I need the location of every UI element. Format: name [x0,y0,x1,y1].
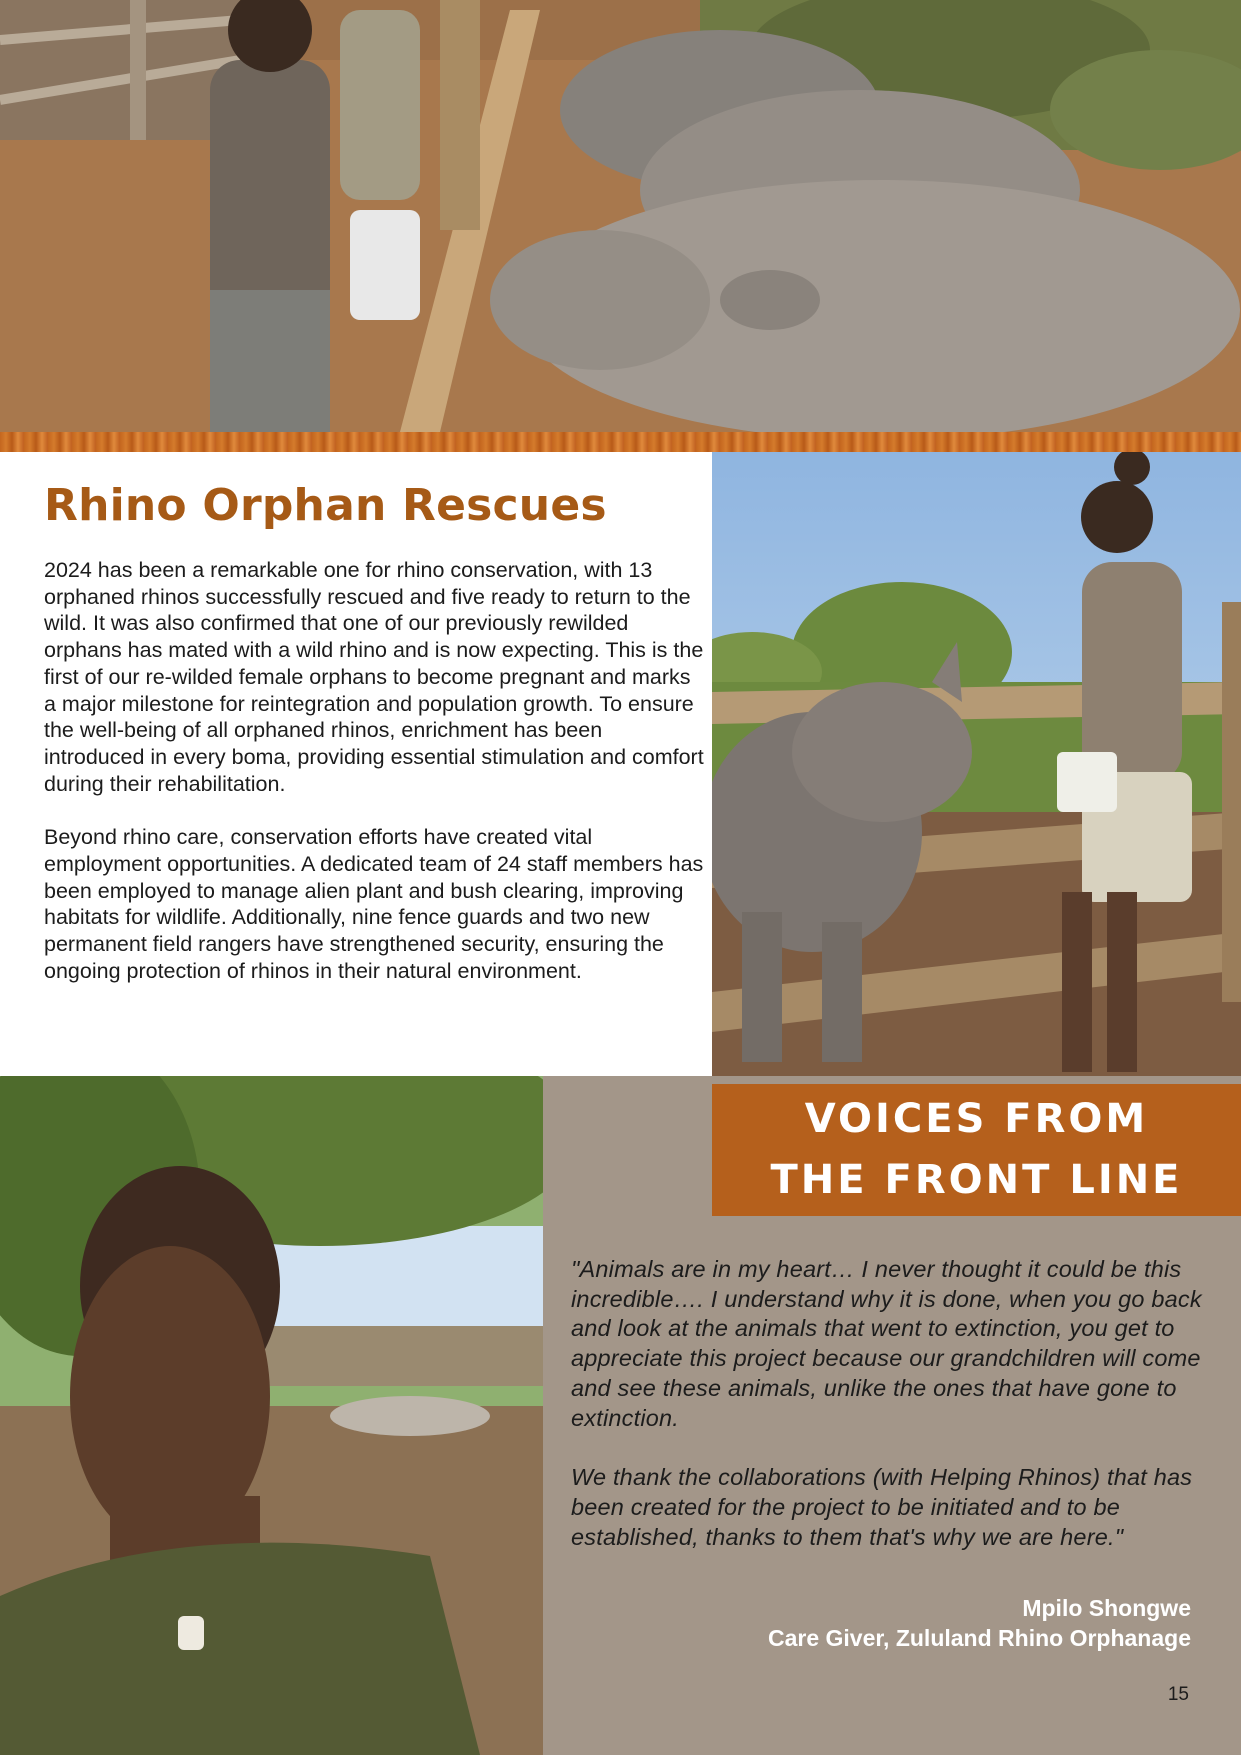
article-paragraph-2: Beyond rhino care, conservation efforts have created vital employment opportunities. A dedicated team of 24 staff members has been employed to manage alien plant and bush clearing, improving habitats for wildlife. Additionally, nine fence guards and two new permanent field rangers have strengthened security, ensuring the ongoing protection of rhinos in their natural environment. [44,825,704,983]
caregiver-bottle-feeding-photo [712,452,1241,1084]
quote-paragraph-2: We thank the collaborations (with Helping Rhinos) that has been created for the project to be initiated and to be established, thanks to them that's why we are here." [571,1464,1193,1550]
decorative-band [0,432,1241,452]
page-number: 15 [1167,1684,1189,1705]
attribution-role: Care Giver, Zululand Rhino Orphanage [767,1625,1191,1651]
voices-heading-line2: THE FRONT LINE [770,1157,1183,1203]
testimonial-quote [571,1255,1211,1582]
article-paragraph-1: 2024 has been a remarkable one for rhino conservation, with 13 orphaned rhinos successfully rescued and five ready to return to the wild. It was also confirmed that one of our previously rewilded orphans has mated with a wild rhino and is now expecting. This is the first of our re-wilded female orphans to become pregnant and marks a major milestone for reintegration and population growth. To ensure the well-being of all orphaned rhinos, enrichment has been introduced in every boma, providing essential stimulation and comfort during their rehabilitation. [44,558,704,796]
caregiver-portrait-photo [0,1076,543,1755]
rhino-feeding-photo [0,0,1241,432]
article-title: Rhino Orphan Rescues [44,480,607,531]
quote-attribution [768,1593,1191,1653]
voices-heading-line1: VOICES FROM [804,1096,1149,1142]
voices-heading [712,1084,1241,1216]
quote-paragraph-1: "Animals are in my heart… I never thought it could be this incredible…. I understand why it is done, when you go back and look at the animals that went to extinction, you get to appreciate this project because our grandchildren will come and see these animals, unlike the ones that have gone to extinction. [571,1256,1202,1431]
article [44,480,704,1012]
attribution-name: Mpilo Shongwe [1022,1595,1191,1621]
